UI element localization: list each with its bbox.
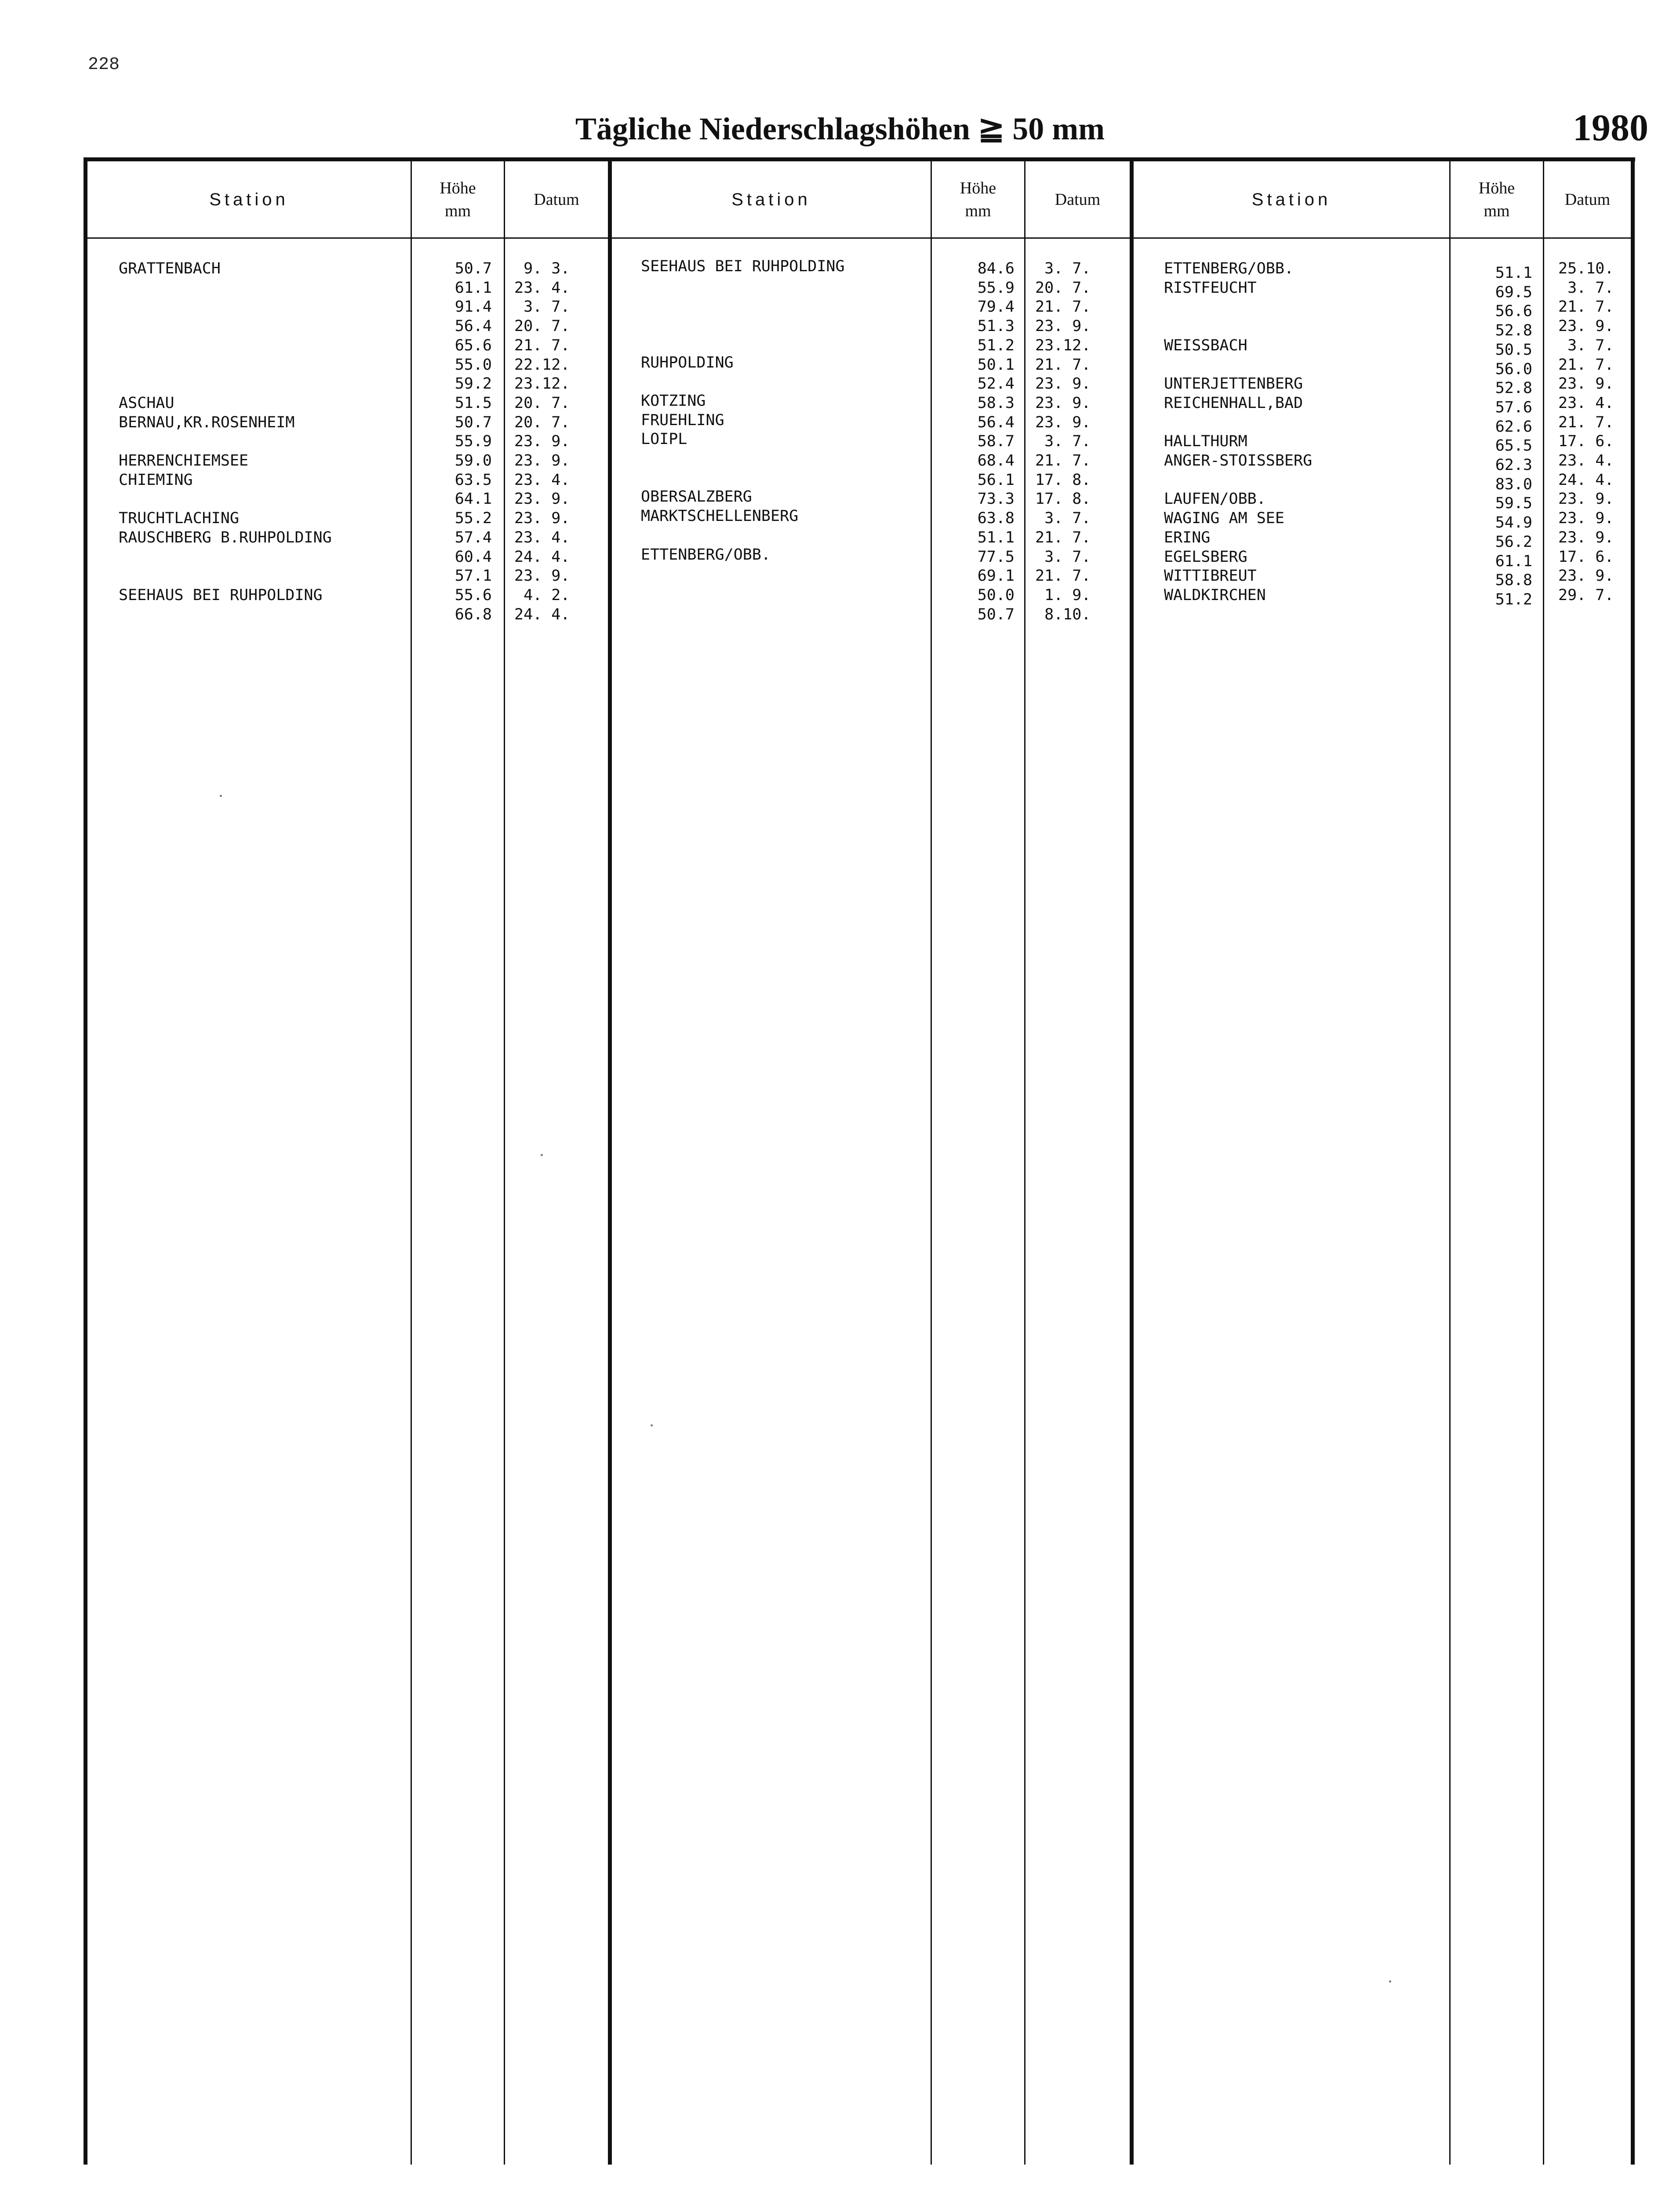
date-values: 9. 3. 23. 4. 3. 7. 20. 7. 21. 7. 22.12. 23.12. 20. 7. 20. 7. 23. 9. 23. 9. 23. 4. 23. 9. 23. 9. 23. 4. 24. 4. 23. 9. 4. 2. 24. 4. (514, 260, 570, 623)
header-hoehe (932, 162, 1024, 237)
header-unit-label: mm (965, 202, 991, 220)
header-rule (85, 237, 609, 239)
header-rule (611, 237, 1131, 239)
date-values: 3. 7. 20. 7. 21. 7. 23. 9. 23.12. 21. 7. 23. 9. 23. 9. 23. 9. 3. 7. 21. 7. 17. 8. 17. 8. 3. 7. 21. 7. 3. 7. 21. 7. 1. 9. 8.10. (1035, 260, 1091, 623)
column-divider (1543, 159, 1544, 2165)
date-values: 25.10. 3. 7. 21. 7. 23. 9. 3. 7. 21. 7. 23. 9. 23. 4. 21. 7. 17. 6. 23. 4. 24. 4. 23. 9. 23. 9. 23. 9. 17. 6. 23. 9. 29. 7. (1558, 260, 1614, 604)
header-station-label: Station (209, 189, 289, 209)
group-divider (608, 159, 612, 2165)
header-hoehe (412, 162, 504, 237)
column-divider (504, 159, 505, 2165)
group-divider (1130, 159, 1134, 2165)
station-list: SEEHAUS BEI RUHPOLDING RUHPOLDING KOTZING FRUEHLING LOIPL OBERSALZBERG MARKTSCHELLENBERG ETTENBERG/OBB. (641, 258, 845, 564)
scan-speck (541, 1154, 543, 1156)
header-datum (1544, 162, 1631, 237)
height-values: 51.1 69.5 56.6 52.8 50.5 56.0 52.8 57.6 62.6 65.5 62.3 83.0 59.5 54.9 56.2 61.1 58.8 51.2 (1495, 264, 1532, 608)
station-list: ETTENBERG/OBB. RISTFEUCHT WEISSBACH UNTERJETTENBERG REICHENHALL,BAD HALLTHURM ANGER-STOISSBERG LAUFEN/OBB. WAGING AM SEE ERING EGELSBERG WITTIBREUT WALDKIRCHEN (1164, 260, 1313, 604)
header-station-label: Station (731, 189, 811, 209)
table-right-rule (1631, 159, 1635, 2165)
scan-speck (220, 795, 222, 797)
scan-speck (1389, 1980, 1391, 1983)
header-hoehe-label: Höhe (440, 179, 476, 197)
year-label: 1980 (1573, 106, 1648, 149)
header-hoehe-label: Höhe (1478, 179, 1515, 197)
header-station (1134, 162, 1449, 237)
page-number: 228 (88, 55, 120, 75)
page-title: Tägliche Niederschlagshöhen ≧ 50 mm (575, 111, 1105, 146)
table-left-rule (84, 159, 87, 2165)
height-values: 84.6 55.9 79.4 51.3 51.2 50.1 52.4 58.3 56.4 58.7 68.4 56.1 73.3 63.8 51.1 77.5 69.1 50.0 50.7 (977, 260, 1015, 623)
scan-speck (651, 1424, 653, 1427)
header-hoehe-label: Höhe (960, 179, 996, 197)
column-divider (1024, 159, 1025, 2165)
header-datum-label: Datum (1055, 190, 1101, 209)
header-hoehe (1451, 162, 1543, 237)
header-datum-label: Datum (1564, 190, 1611, 209)
header-station-label: Station (1251, 189, 1331, 209)
header-station (612, 162, 931, 237)
header-datum (505, 162, 608, 237)
header-unit-label: mm (1484, 202, 1510, 220)
header-datum (1025, 162, 1130, 237)
table-top-rule (84, 157, 1635, 161)
header-rule (1133, 237, 1632, 239)
height-values: 50.7 61.1 91.4 56.4 65.6 55.0 59.2 51.5 50.7 55.9 59.0 63.5 64.1 55.2 57.4 60.4 57.1 55.6 66.8 (455, 260, 492, 623)
header-unit-label: mm (444, 202, 471, 220)
station-list: GRATTENBACH ASCHAU BERNAU,KR.ROSENHEIM HERRENCHIEMSEE CHIEMING TRUCHTLACHING RAUSCHBERG B.RUHPOLDING SEEHAUS BEI RUHPOLDING (119, 260, 332, 604)
header-station (87, 162, 411, 237)
header-datum-label: Datum (534, 190, 579, 209)
